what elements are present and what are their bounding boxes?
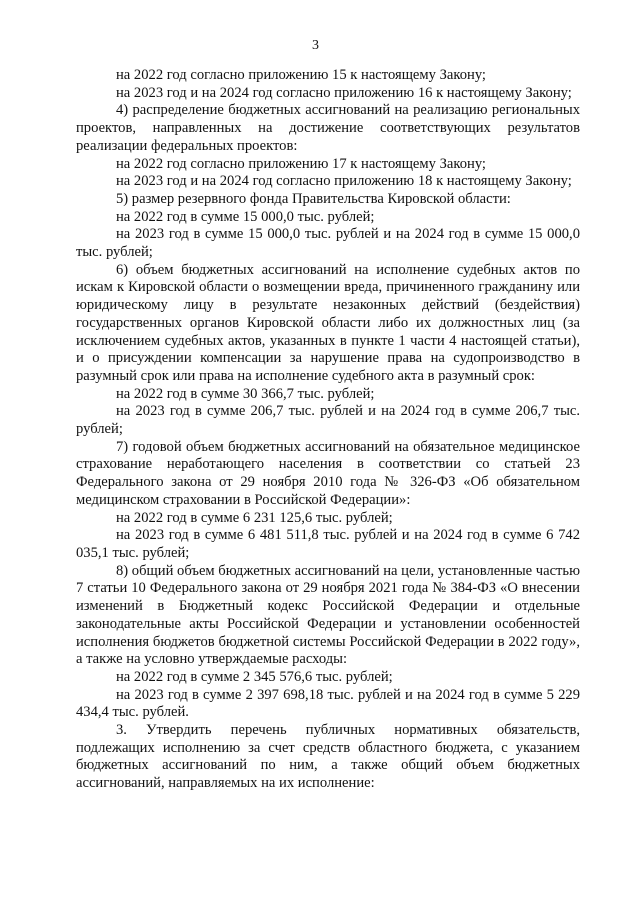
paragraph: 5) размер резервного фонда Правительства Кировской области: — [116, 190, 511, 207]
paragraph: на 2022 год в сумме 30 366,7 тыс. рублей; — [116, 385, 375, 402]
paragraph: 8) общий объем бюджетных ассигнований на цели, установленные частью 7 статьи 10 Федерального закона от 29 ноября 2021 года № 384-ФЗ «О внесении изменений в Бюджетный кодекс Российской Федерации и отдельные законодательные акты Российской Федерации и установлении особенностей исполнения бюджетов бюджетной системы Российской Федерации в 2022 году», а также на условно утверждаемые расходы: — [76, 562, 580, 668]
paragraph: на 2023 год и на 2024 год согласно приложению 16 к настоящему Закону; — [116, 84, 572, 101]
paragraph: 7) годовой объем бюджетных ассигнований на обязательное медицинское страхование неработающего населения в соответствии со статьей 23 Федерального закона от 29 ноября 2010 года № 326-ФЗ «Об обязательном медицинском страховании в Российской Федерации»: — [76, 438, 580, 508]
paragraph: на 2022 год в сумме 6 231 125,6 тыс. рублей; — [116, 509, 393, 526]
paragraph: на 2023 год в сумме 206,7 тыс. рублей и на 2024 год в сумме 206,7 тыс. рублей; — [76, 403, 580, 438]
paragraph: на 2023 год и на 2024 год согласно приложению 18 к настоящему Закону; — [116, 173, 572, 190]
paragraph: на 2023 год в сумме 2 397 698,18 тыс. рублей и на 2024 год в сумме 5 229 434,4 тыс. рублей. — [76, 686, 580, 721]
document-body — [76, 67, 580, 793]
paragraph: на 2022 год в сумме 2 345 576,6 тыс. рублей; — [116, 668, 393, 685]
paragraph: 4) распределение бюджетных ассигнований на реализацию региональных проектов, направленных на достижение соответствующих результатов реализации федеральных проектов: — [76, 102, 580, 154]
paragraph: на 2023 год в сумме 15 000,0 тыс. рублей и на 2024 год в сумме 15 000,0 тыс. рублей; — [76, 226, 580, 261]
paragraph: 3. Утвердить перечень публичных нормативных обязательств, подлежащих исполнению за счет средств областного бюджета, с указанием бюджетных ассигнований по ним, а также общий объем бюджетных ассигнований, направляемых на их исполнение: — [76, 722, 580, 792]
page-number: 3 — [312, 38, 319, 53]
paragraph: на 2022 год согласно приложению 15 к настоящему Закону; — [116, 67, 486, 83]
paragraph: на 2023 год в сумме 6 481 511,8 тыс. рублей и на 2024 год в сумме 6 742 035,1 тыс. рублей; — [76, 527, 580, 561]
paragraph: на 2022 год в сумме 15 000,0 тыс. рублей; — [116, 208, 375, 225]
paragraph: 6) объем бюджетных ассигнований на исполнение судебных актов по искам к Кировской области о возмещении вреда, причиненного гражданину или юридическому лицу в результате незаконных действий (бездействия) государственных органов Кировской области либо их должностных лиц (за исключением судебных актов, указанных в пункте 1 части 4 настоящей статьи), и о присуждении компенсации за нарушение права на судопроизводство в разумный срок или права на исполнение судебного акта в разумный срок: — [76, 261, 580, 384]
paragraph: на 2022 год согласно приложению 17 к настоящему Закону; — [116, 155, 486, 172]
